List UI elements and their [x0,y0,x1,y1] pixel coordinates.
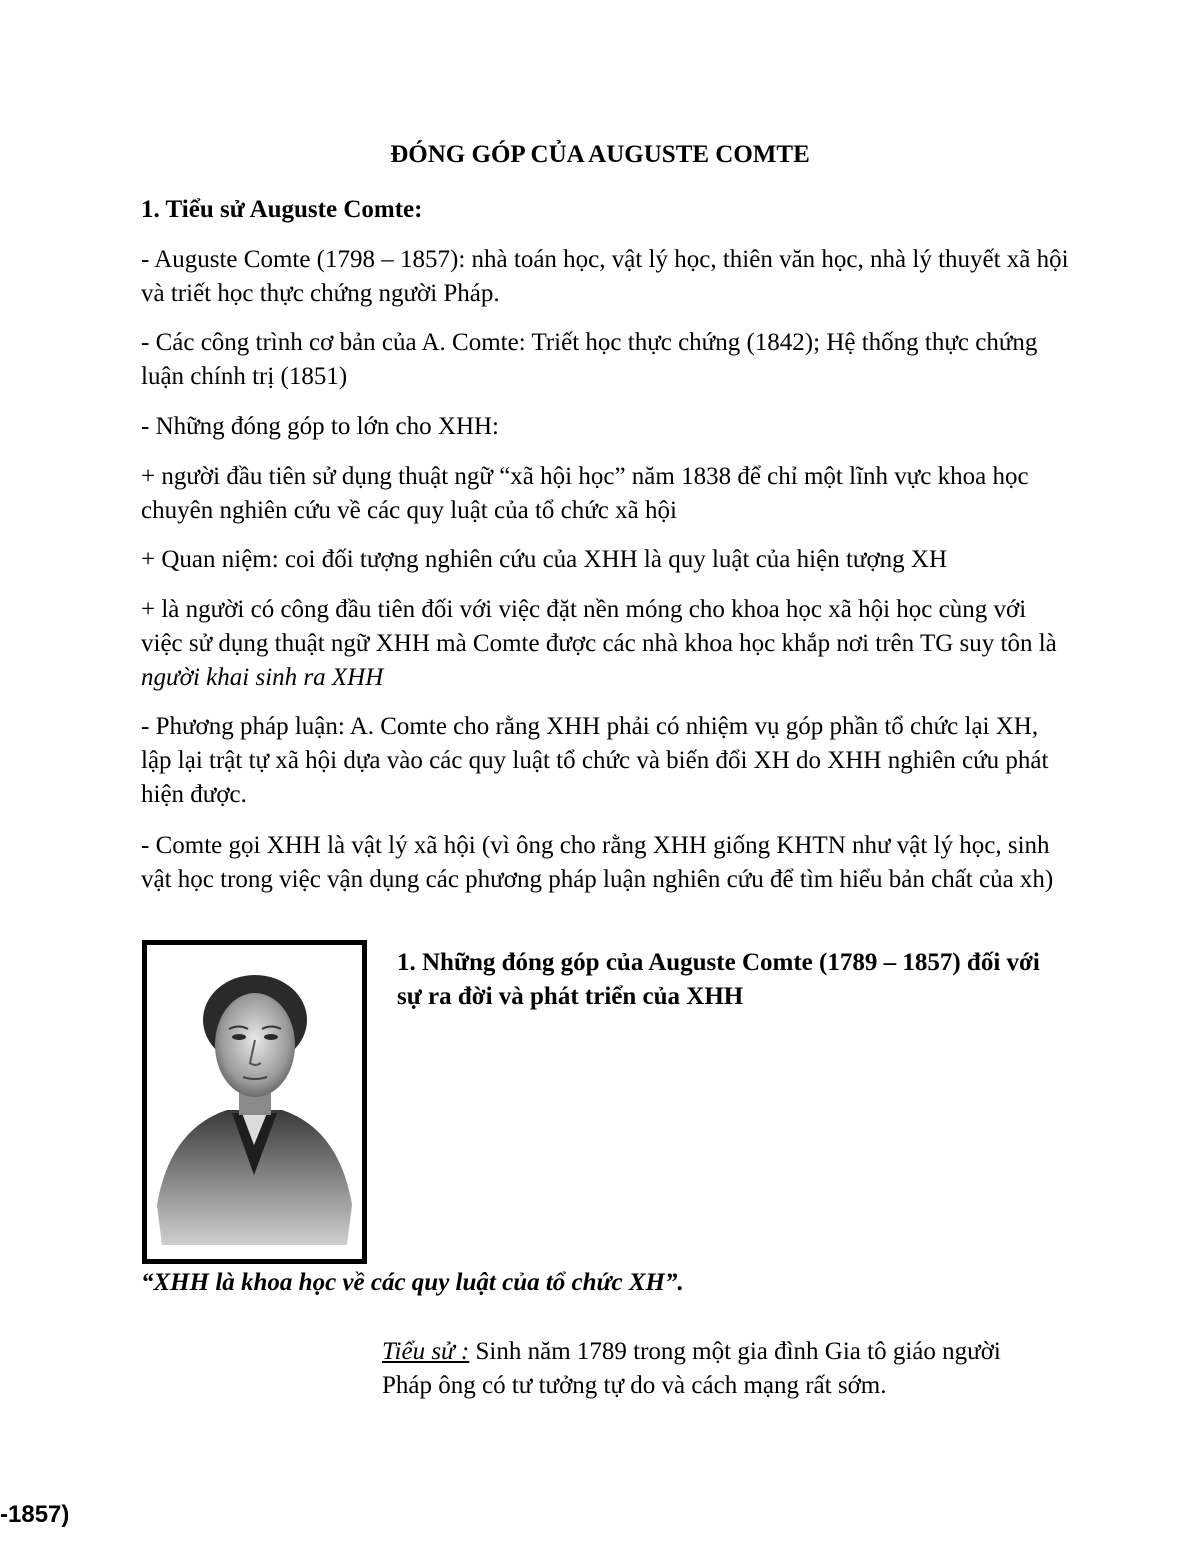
portrait-illustration [147,945,362,1259]
side-section-heading: 1. Những đóng góp của Auguste Comte (1789 – 1857) đối với sự ra đời và phát triển của XHH [397,949,1040,1010]
quote-text: “XHH là khoa học về các quy luật của tổ chức XH”. [141,1269,684,1296]
corner-fragment-text: -1857) [0,1501,70,1528]
section-heading: 1. Tiểu sử Auguste Comte: [141,196,423,223]
paragraph-founder [141,593,1071,695]
paragraph-works: - Các công trình cơ bản của A. Comte: Triết học thực chứng (1842); Hệ thống thực chứng luận chính trị (1851) [141,329,1038,390]
paragraph-conception: + Quan niệm: coi đối tượng nghiên cứu của XHH là quy luật của hiện tượng XH [141,546,948,573]
bio-paragraph [382,1335,1042,1403]
founder-text: + là người có công đầu tiên đối với việc đặt nền móng cho khoa học xã hội học cùng với việc sử dụng thuật ngữ XHH mà Comte được các nhà khoa học khắp nơi trên TG suy tôn là [141,596,1057,657]
paragraph-biography: - Auguste Comte (1798 – 1857): nhà toán học, vật lý học, thiên văn học, nhà lý thuyết xã hội và triết học thực chứng người Pháp. [141,246,1069,307]
bio-text: Sinh năm 1789 trong một gia đình Gia tô giáo người Pháp ông có tư tưởng tự do và cách mạng rất sớm. [382,1338,1001,1399]
paragraph-social-physics: - Comte gọi XHH là vật lý xã hội (vì ông cho rằng XHH giống KHTN như vật lý học, sinh vật học trong việc vận dụng các phương pháp luận nghiên cứu để tìm hiểu bản chất của xh) [141,832,1054,893]
document-title: ĐÓNG GÓP CỦA AUGUSTE COMTE [390,141,810,168]
paragraph-first-use-term: + người đầu tiên sử dụng thuật ngữ “xã hội học” năm 1838 để chỉ một lĩnh vực khoa học chuyên nghiên cứu về các quy luật của tổ chức xã hội [141,463,1029,524]
bio-label: Tiểu sử : [382,1338,470,1365]
founder-italic-phrase: người khai sinh ra XHH [141,664,384,691]
portrait-image [142,940,367,1264]
paragraph-methodology: - Phương pháp luận: A. Comte cho rằng XHH phải có nhiệm vụ góp phần tổ chức lại XH, lập lại trật tự xã hội dựa vào các quy luật tổ chức và biến đổi XH do XHH nghiên cứu phát hiện được. [141,713,1049,808]
paragraph-contributions-intro: - Những đóng góp to lớn cho XHH: [141,413,499,440]
